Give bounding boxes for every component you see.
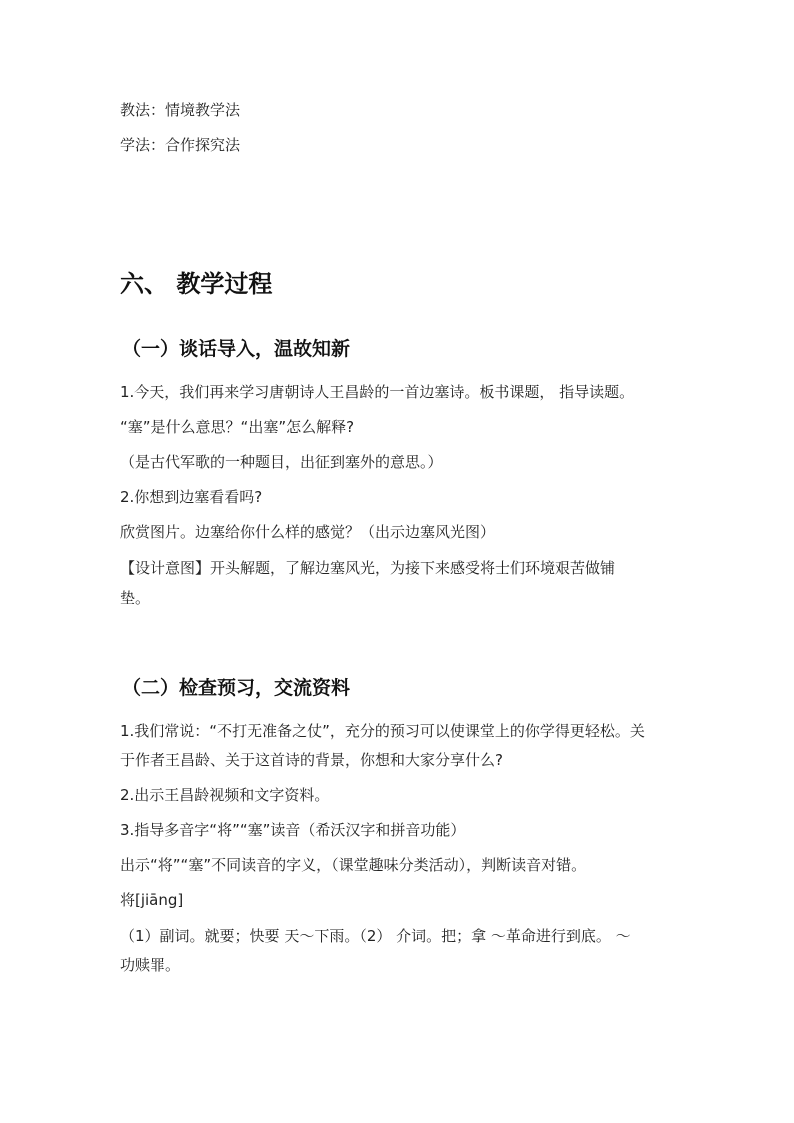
paragraph-line: 2.出示王昌龄视频和文字资料。 — [120, 786, 330, 804]
teaching-method-line: 教法：情境教学法 — [120, 101, 241, 119]
section-title-teaching-process: 六、 教学过程 — [120, 270, 273, 298]
paragraph-line: 于作者王昌龄、关于这首诗的背景，你想和大家分享什么? — [120, 751, 503, 769]
paragraph-line: 3.指导多音字“将”“塞”读音（希沃汉字和拼音功能） — [120, 821, 466, 839]
design-intent-line: 垫。 — [120, 589, 151, 607]
paragraph-line: 出示“将”“塞”不同读音的字义，（课堂趣味分类活动），判断读音对错。 — [120, 856, 587, 874]
paragraph-line: 欣赏图片。边塞给你什么样的感觉？（出示边塞风光图） — [120, 523, 496, 541]
paragraph-line: “塞”是什么意思？“出塞”怎么解释? — [120, 418, 355, 436]
design-intent-line: 【设计意图】开头解题，了解边塞风光，为接下来感受将士们环境艰苦做铺 — [120, 559, 616, 577]
paragraph-line: 2.你想到边塞看看吗? — [120, 488, 263, 506]
paragraph-line: （是古代军歌的一种题目，出征到塞外的意思。） — [120, 453, 443, 471]
definition-line: （1）副词。就要；快要 天～下雨。（2） 介词。把；拿 ～革命进行到底。 ～ — [120, 927, 631, 945]
definition-line: 功赎罪。 — [120, 956, 181, 974]
pinyin-entry-line: 将[jiāng] — [120, 891, 184, 909]
paragraph-line: 1.今天，我们再来学习唐朝诗人王昌龄的一首边塞诗。板书课题， 指导读题。 — [120, 383, 635, 401]
paragraph-line: 1.我们常说：“不打无准备之仗”，充分的预习可以使课堂上的你学得更轻松。关 — [120, 722, 645, 740]
part2-heading: （二）检查预习，交流资料 — [122, 677, 351, 699]
part1-heading: （一）谈话导入，温故知新 — [122, 338, 351, 360]
learning-method-line: 学法：合作探究法 — [120, 136, 241, 154]
